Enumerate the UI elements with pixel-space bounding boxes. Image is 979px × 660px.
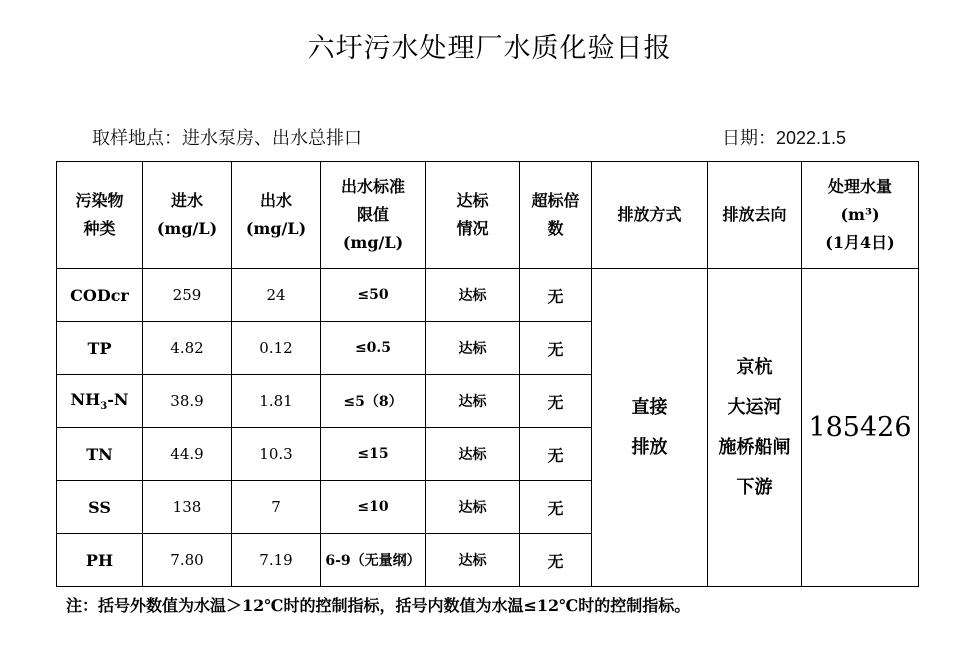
treated-volume: 185426 bbox=[802, 269, 919, 587]
header-inflow: 进水 (mg/L) bbox=[143, 162, 232, 269]
exceed-value: 无 bbox=[520, 269, 592, 322]
pollutant-name: CODcr bbox=[57, 269, 143, 322]
table-row bbox=[57, 269, 919, 322]
water-quality-table bbox=[56, 161, 919, 587]
pollutant-name: $NH_3-N$ bbox=[57, 375, 143, 428]
pollutant-name: PH bbox=[57, 534, 143, 587]
header-compliance: 达标 情况 bbox=[426, 162, 520, 269]
pollutant-name: TN bbox=[57, 428, 143, 481]
pollutant-name: TP bbox=[57, 322, 143, 375]
inflow-value: 38.9 bbox=[143, 375, 232, 428]
exceed-value: 无 bbox=[520, 481, 592, 534]
outflow-value: 1.81 bbox=[232, 375, 321, 428]
outflow-value: 0.12 bbox=[232, 322, 321, 375]
header-discharge-dest: 排放去向 bbox=[708, 162, 802, 269]
inflow-value: 4.82 bbox=[143, 322, 232, 375]
inflow-value: 138 bbox=[143, 481, 232, 534]
header-pollutant: 污染物 种类 bbox=[57, 162, 143, 269]
header-row bbox=[57, 162, 919, 269]
header-limit: 出水标准 限值 (mg/L) bbox=[321, 162, 426, 269]
compliance-status: 达标 bbox=[426, 428, 520, 481]
compliance-status: 达标 bbox=[426, 322, 520, 375]
outflow-value: 7 bbox=[232, 481, 321, 534]
pollutant-name: SS bbox=[57, 481, 143, 534]
compliance-status: 达标 bbox=[426, 481, 520, 534]
compliance-status: 达标 bbox=[426, 269, 520, 322]
limit-value: ≤50 bbox=[321, 269, 426, 322]
compliance-status: 达标 bbox=[426, 534, 520, 587]
inflow-value: 44.9 bbox=[143, 428, 232, 481]
header-discharge-method: 排放方式 bbox=[592, 162, 708, 269]
footnote: 注：括号外数值为水温＞12℃时的控制指标，括号内数值为水温≤12℃时的控制指标。 bbox=[66, 596, 691, 615]
outflow-value: 10.3 bbox=[232, 428, 321, 481]
page-title: 六圩污水处理厂水质化验日报 bbox=[307, 33, 672, 64]
limit-value: ≤10 bbox=[321, 481, 426, 534]
outflow-value: 24 bbox=[232, 269, 321, 322]
inflow-value: 7.80 bbox=[143, 534, 232, 587]
header-outflow: 出水 (mg/L) bbox=[232, 162, 321, 269]
limit-value: ≤0.5 bbox=[321, 322, 426, 375]
discharge-dest-cell: 京杭 大运河 施桥船闸 下游 bbox=[708, 269, 802, 587]
exceed-value: 无 bbox=[520, 375, 592, 428]
report-date: 日期：2022.1.5 bbox=[722, 128, 847, 148]
header-exceed: 超标倍 数 bbox=[520, 162, 592, 269]
discharge-method-cell: 直接 排放 bbox=[592, 269, 708, 587]
limit-value: ≤5（8） bbox=[321, 375, 426, 428]
inflow-value: 259 bbox=[143, 269, 232, 322]
outflow-value: 7.19 bbox=[232, 534, 321, 587]
limit-value: 6-9（无量纲） bbox=[321, 534, 426, 587]
compliance-status: 达标 bbox=[426, 375, 520, 428]
exceed-value: 无 bbox=[520, 322, 592, 375]
limit-value: ≤15 bbox=[321, 428, 426, 481]
exceed-value: 无 bbox=[520, 428, 592, 481]
header-volume: 处理水量 (m³) (1月4日) bbox=[802, 162, 919, 269]
exceed-value: 无 bbox=[520, 534, 592, 587]
sampling-location: 取样地点：进水泵房、出水总排口 bbox=[92, 128, 362, 149]
